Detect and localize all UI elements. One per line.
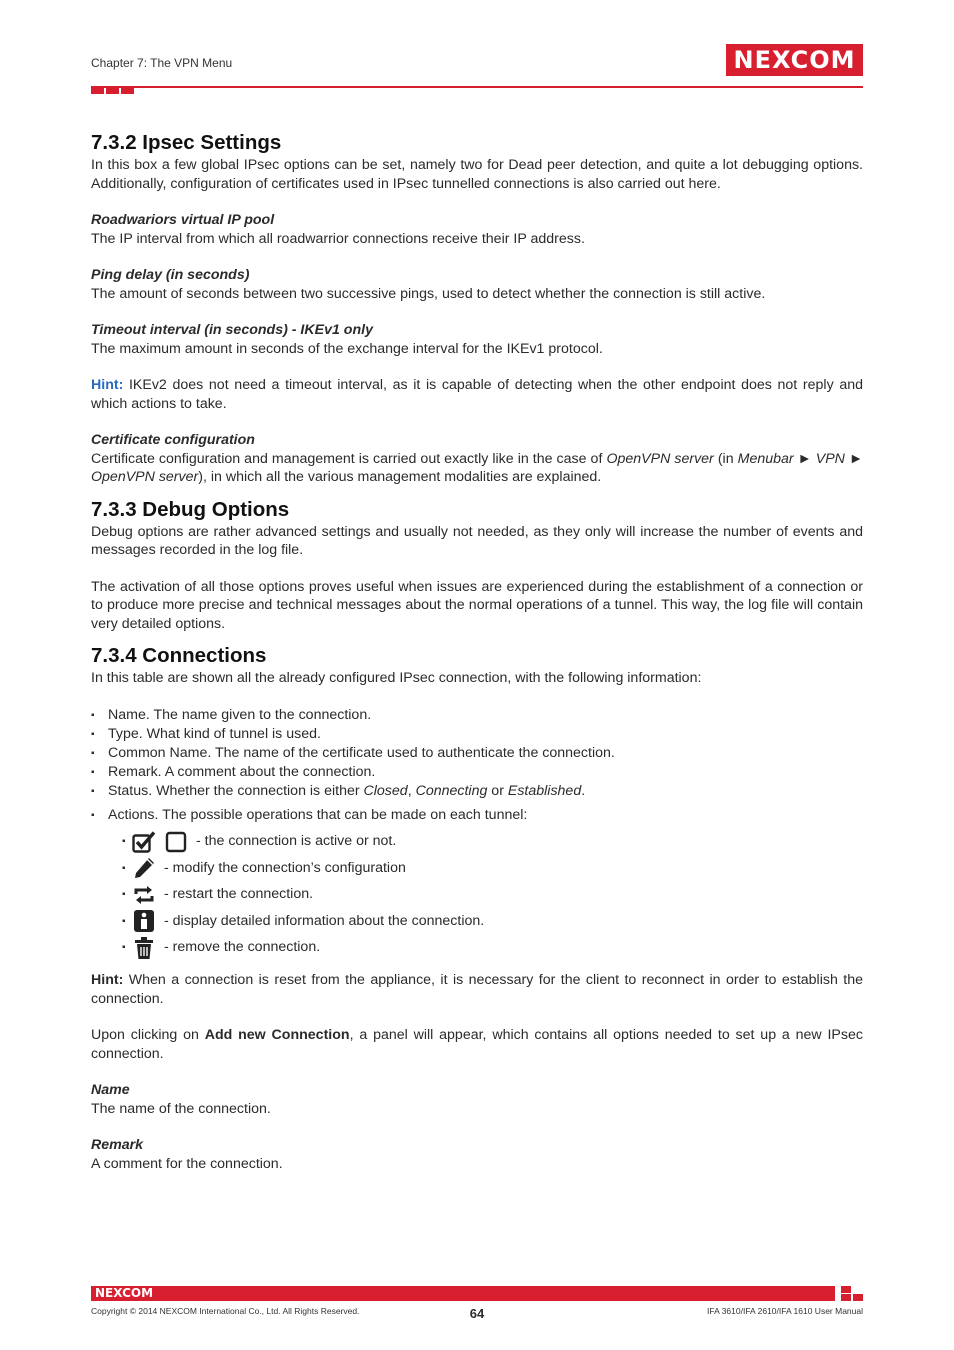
status-established: Established: [507, 783, 582, 800]
action-text: - remove the connection.: [164, 939, 321, 956]
ipsec-intro: In this box a few global IPsec options can be set, namely two for Dead peer detection, and quite a lot debugging options. Additionally, configuration of certificates used in IPsec tunnelled connections is also carried out here.: [91, 157, 863, 192]
actions-text: Actions. The possible operations that can be made on each tunnel:: [108, 806, 528, 823]
nexcom-logo: [726, 44, 863, 76]
list-item-actions: [91, 806, 863, 962]
action-text: - the connection is active or not.: [196, 833, 397, 850]
restart-icon: [132, 883, 156, 907]
chapter-title: Chapter 7: The VPN Menu: [91, 56, 233, 70]
timeout-text: The maximum amount in seconds of the exchange interval for the IKEv1 protocol.: [91, 340, 603, 357]
list-item: ▪ Common Name. The name of the certificate used to authenticate the connection.: [91, 744, 863, 763]
checkbox-checked-icon: [132, 830, 156, 854]
name-heading: Name: [91, 1082, 130, 1099]
footer-logo: NEXCOM: [95, 1286, 154, 1300]
ipsec-hint: [91, 376, 863, 413]
connections-intro: In this table are shown all the already configured IPsec connection, with the following information:: [91, 670, 702, 686]
cert-heading: Certificate configuration: [91, 432, 255, 448]
list-item: ▪ Name. The name given to the connection.: [91, 706, 863, 725]
pool-heading: Roadwariors virtual IP pool: [91, 212, 275, 228]
hint-text: IKEv2 does not need a timeout interval, as it is capable of detecting when the other endpoint does not reply and which actions to take.: [91, 377, 863, 412]
name-text: The name of the connection.: [91, 1100, 271, 1117]
debug-p2: The activation of all those options proves useful when issues are experienced during the establishment of a connection or to produce more precise and technical messages about the normal operations of a tunnel. This way, the log file will contain very detailed options.: [91, 578, 863, 632]
add-post: , a panel will appear, which contains all options needed to set up a new IPsec connection.: [91, 1027, 863, 1062]
action-text: - modify the connection’s configuration: [164, 859, 406, 876]
cert-menu-path: Menubar ► VPN ► OpenVPN server: [91, 450, 863, 485]
cert-text: [91, 450, 863, 487]
cert-text-part: ), in which all the various management modalities are explained.: [198, 469, 602, 485]
actions-list: [122, 829, 863, 962]
footer-bar: [91, 1286, 835, 1301]
hint-text: When a connection is reset from the appliance, it is necessary for the client to reconnect in order to establish the connection.: [91, 972, 863, 1007]
info-icon: [132, 909, 156, 933]
hint-label: Hint:: [91, 377, 124, 393]
footer-block: [841, 1286, 851, 1293]
status-sep: or: [487, 783, 508, 800]
list-item-status: [91, 782, 863, 801]
section-title-connections: 7.3.4 Connections: [91, 644, 267, 667]
ping-text: The amount of seconds between two successive pings, used to detect whether the connection is still active.: [91, 285, 766, 302]
section-title-debug-options: 7.3.3 Debug Options: [91, 497, 290, 521]
connection-fields-list: [91, 706, 863, 962]
remark-heading: Remark: [91, 1137, 144, 1154]
add-connection-text: [91, 1026, 863, 1063]
action-info: ▪ - display detailed information about the connection.: [122, 908, 863, 935]
list-item: ▪ Remark. A comment about the connection.: [91, 763, 863, 782]
trash-icon: [132, 936, 156, 960]
add-new-connection-label: Add new Connection: [204, 1027, 350, 1044]
ping-heading: Ping delay (in seconds): [91, 267, 250, 283]
status-sep: ,: [407, 783, 416, 800]
copyright: Copyright © 2014 NEXCOM International Co., Ltd. All Rights Reserved.: [91, 1306, 360, 1316]
hint-label: Hint:: [91, 972, 124, 989]
cert-text-part: (in: [713, 450, 738, 467]
status-connecting: Connecting: [415, 783, 488, 800]
remark-text: A comment for the connection.: [91, 1155, 283, 1172]
footer-block: [853, 1294, 863, 1301]
header-blocks: [91, 86, 134, 94]
checkbox-empty-icon: [164, 830, 188, 854]
add-pre: Upon clicking on: [91, 1027, 205, 1044]
action-restart: ▪ - restart the connection.: [122, 882, 863, 909]
status-text: Status. Whether the connection is either: [108, 783, 364, 800]
action-toggle: ▪ - the connection is active or not.: [122, 829, 863, 856]
logo-text: NEXCOM: [733, 46, 856, 74]
cert-text-part: Certificate configuration and management is carried out exactly like in the case of: [91, 450, 607, 467]
action-text: - display detailed information about the connection.: [164, 912, 485, 929]
status-end: .: [581, 783, 586, 800]
pool-text: The IP interval from which all roadwarrior connections receive their IP address.: [91, 230, 585, 247]
manual-title: IFA 3610/IFA 2610/IFA 1610 User Manual: [707, 1306, 863, 1316]
page-content: [91, 130, 863, 1173]
action-modify: ▪ - modify the connection’s configuration: [122, 855, 863, 882]
cert-openvpn: OpenVPN server: [606, 450, 714, 467]
action-remove: ▪ - remove the connection.: [122, 935, 863, 962]
pencil-icon: [132, 856, 156, 880]
header-rule: [91, 86, 863, 88]
connections-hint: [91, 971, 863, 1008]
list-item: ▪ Type. What kind of tunnel is used.: [91, 725, 863, 744]
status-closed: Closed: [363, 783, 408, 800]
debug-p1: Debug options are rather advanced settings and usually not needed, as they only will increase the number of events and messages recorded in the log file.: [91, 523, 863, 558]
page-number: 64: [469, 1306, 485, 1321]
section-title-ipsec-settings: 7.3.2 Ipsec Settings: [91, 131, 282, 154]
timeout-heading: Timeout interval (in seconds) - IKEv1 only: [91, 322, 373, 338]
footer-block: [841, 1294, 851, 1301]
action-text: - restart the connection.: [164, 886, 314, 903]
